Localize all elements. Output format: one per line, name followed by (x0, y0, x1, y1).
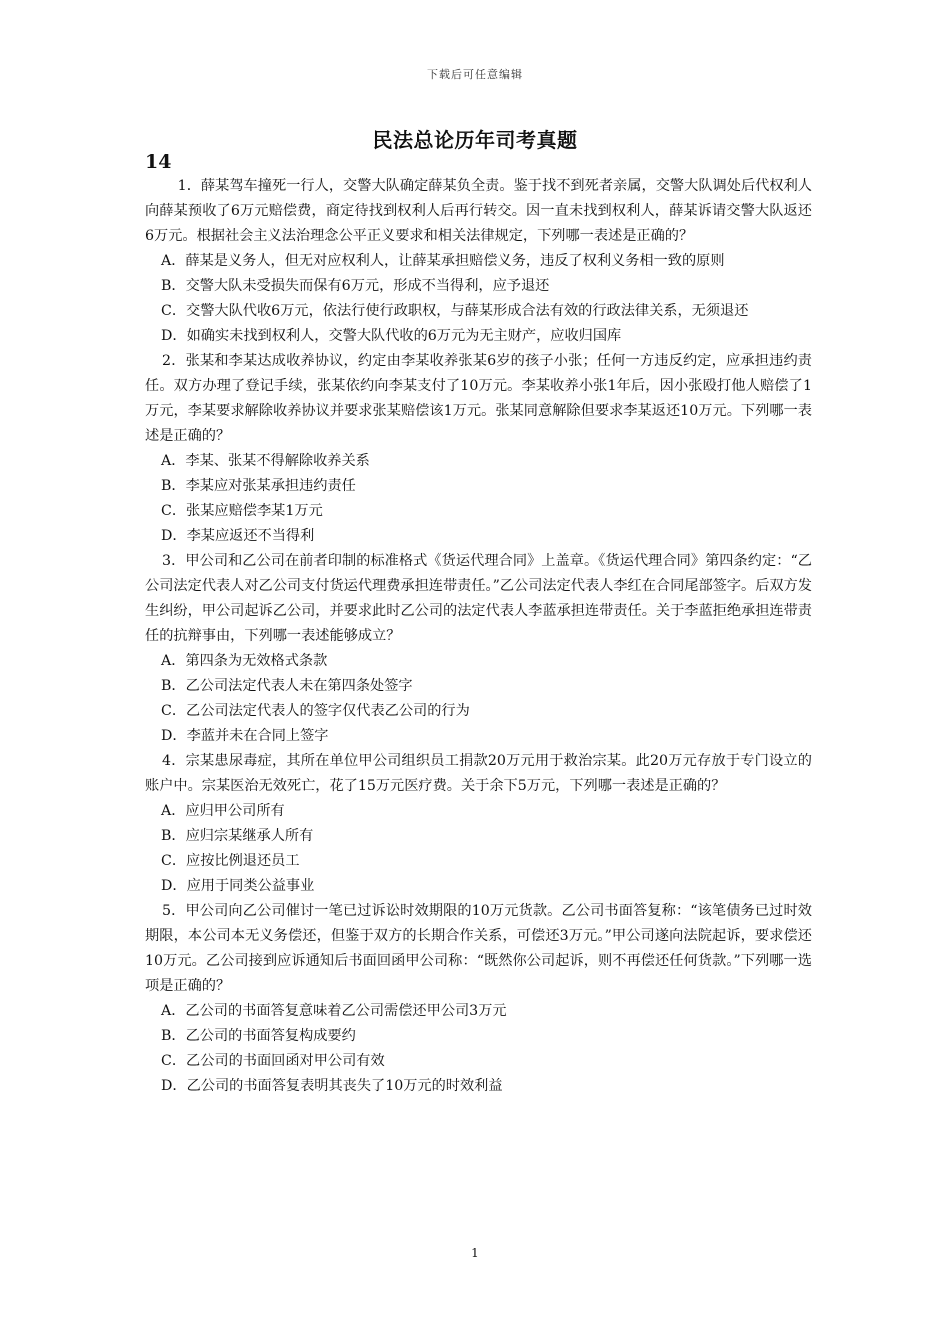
document-title: 民法总论历年司考真题 (372, 128, 578, 152)
option-d: D．如确实未找到权利人，交警大队代收的6万元为无主财产，应收归国库 (161, 328, 622, 344)
header-note: 下载后可任意编辑 (427, 68, 523, 81)
option-b: B．乙公司的书面答复构成要约 (161, 1028, 356, 1044)
option-b: B．应归宗某继承人所有 (161, 828, 314, 844)
question-3 (145, 549, 812, 749)
option-d: D．李蓝并未在合同上签字 (161, 728, 329, 744)
option-b: B．交警大队未受损失而保有6万元，形成不当得利，应予退还 (161, 278, 550, 294)
option-a: A．薛某是义务人，但无对应权利人，让薛某承担赔偿义务，违反了权利义务相一致的原则 (161, 253, 725, 269)
question-stem: 4．宗某患尿毒症，其所在单位甲公司组织员工捐款20万元用于救治宗某。此20万元存放于专门设立的账户中。宗某医治无效死亡，花了15万元医疗费。关于余下5万元，下列哪一表述是正确的？ (145, 753, 812, 794)
option-b: B．乙公司法定代表人未在第四条处签字 (161, 678, 413, 694)
option-a: A．第四条为无效格式条款 (161, 653, 328, 669)
question-stem: 2．张某和李某达成收养协议，约定由李某收养张某6岁的孩子小张；任何一方违反约定，应承担违约责任。双方办理了登记手续，张某依约向李某支付了10万元。李某收养小张1年后，因小张殴打他人赔偿了1万元，李某要求解除收养协议并要求张某赔偿该1万元。张某同意解除但要求李某返还10万元。下列哪一表述是正确的？ (145, 353, 812, 444)
question-1 (145, 174, 812, 349)
option-c: C．交警大队代收6万元，依法行使行政职权，与薛某形成合法有效的行政法律关系，无须退还 (161, 303, 749, 319)
option-c: C．应按比例退还员工 (161, 853, 300, 869)
question-stem: 3．甲公司和乙公司在前者印制的标准格式《货运代理合同》上盖章。《货运代理合同》第四条约定：“乙公司法定代表人对乙公司支付货运代理费承担连带责任。”乙公司法定代表人李红在合同尾部签字。后双方发生纠纷，甲公司起诉乙公司，并要求此时乙公司的法定代表人李蓝承担连带责任。关于李蓝拒绝承担连带责任的抗辩事由，下列哪一表述能够成立？ (145, 553, 812, 644)
option-a: A．应归甲公司所有 (161, 803, 285, 819)
question-4 (145, 749, 812, 899)
question-stem: 5．甲公司向乙公司催讨一笔已过诉讼时效期限的10万元货款。乙公司书面答复称：“该笔债务已过时效期限，本公司本无义务偿还，但鉴于双方的长期合作关系，可偿还3万元。”甲公司遂向法院起诉，要求偿还10万元。乙公司接到应诉通知后书面回函甲公司称：“既然你公司起诉，则不再偿还任何货款。”下列哪一选项是正确的？ (145, 903, 812, 994)
option-c: C．张某应赔偿李某1万元 (161, 503, 323, 519)
year-label: 14 (145, 151, 172, 173)
option-a: A．乙公司的书面答复意味着乙公司需偿还甲公司3万元 (161, 1003, 507, 1019)
question-stem: 1．薛某驾车撞死一行人，交警大队确定薛某负全责。鉴于找不到死者亲属，交警大队调处后代权利人向薛某预收了6万元赔偿费，商定待找到权利人后再行转交。因一直未找到权利人，薛某诉请交警大队返还6万元。根据社会主义法治理念公平正义要求和相关法律规定，下列哪一表述是正确的？ (145, 178, 812, 244)
option-d: D．李某应返还不当得利 (161, 528, 315, 544)
option-d: D．乙公司的书面答复表明其丧失了10万元的时效利益 (161, 1078, 503, 1094)
question-2 (145, 349, 812, 549)
option-b: B．李某应对张某承担违约责任 (161, 478, 356, 494)
option-c: C．乙公司的书面回函对甲公司有效 (161, 1053, 385, 1069)
page-number: 1 (471, 1246, 479, 1260)
question-list (145, 174, 812, 1099)
option-d: D．应用于同类公益事业 (161, 878, 315, 894)
option-a: A．李某、张某不得解除收养关系 (161, 453, 370, 469)
question-5 (145, 899, 812, 1099)
option-c: C．乙公司法定代表人的签字仅代表乙公司的行为 (161, 703, 470, 719)
